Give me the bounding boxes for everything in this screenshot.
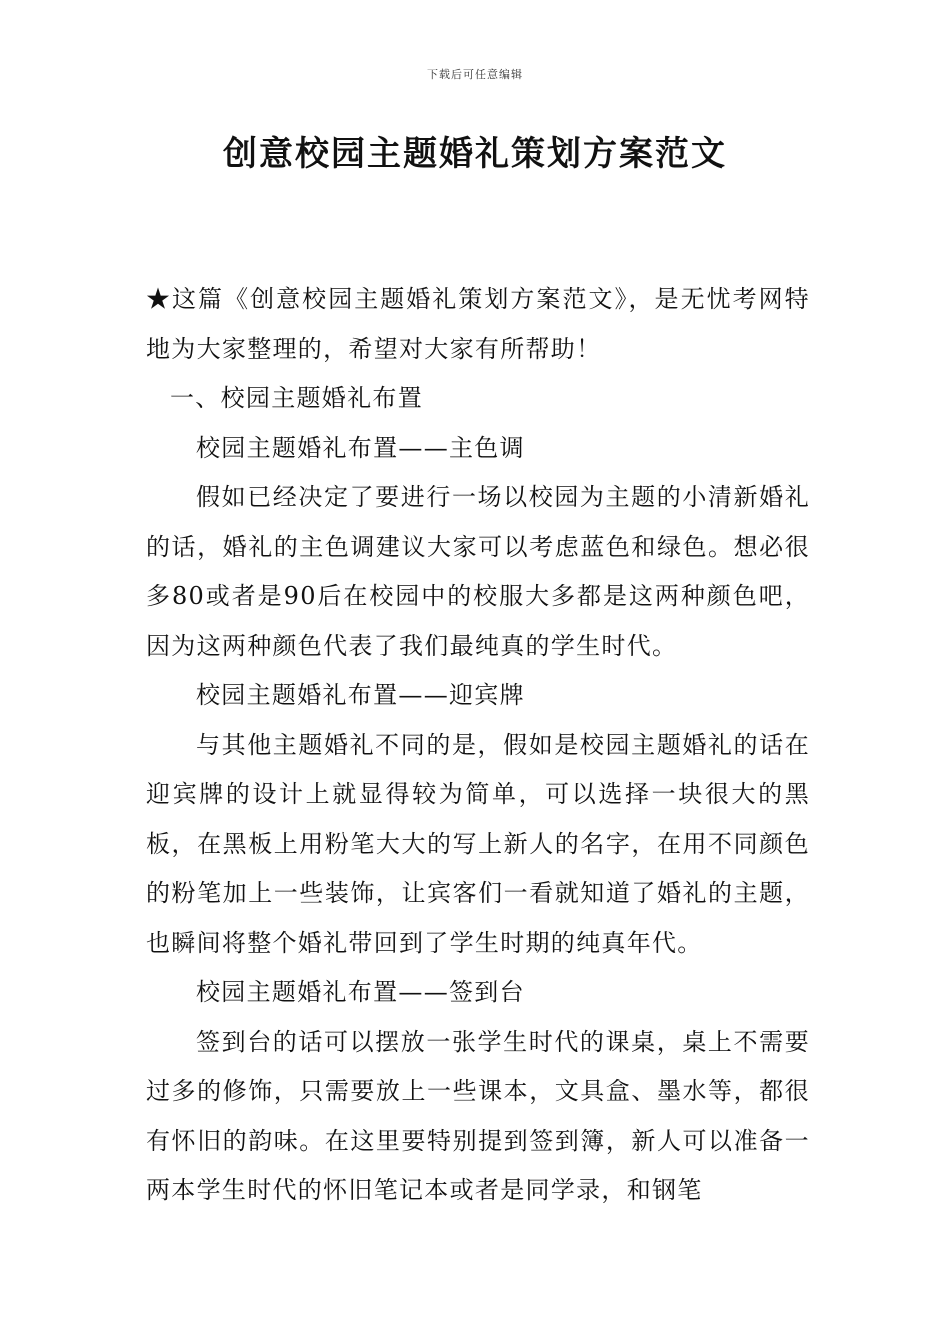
document-title: 创意校园主题婚礼策划方案范文: [223, 134, 727, 174]
document-body: [146, 275, 810, 1216]
body-paragraph: 假如已经决定了要进行一场以校园为主题的小清新婚礼的话，婚礼的主色调建议大家可以考虑蓝色和绿色。想必很多80或者是90后在校园中的校服大多都是这两种颜色吧，因为这两种颜色代表了我们最纯真的学生时代。: [146, 483, 810, 660]
subsection-heading: 校园主题婚礼布置——主色调: [196, 433, 525, 462]
body-paragraph: 签到台的话可以摆放一张学生时代的课桌，桌上不需要过多的修饰，只需要放上一些课本，文具盒、墨水等，都很有怀旧的韵味。在这里要特别提到签到簿，新人可以准备一两本学生时代的怀旧笔记本或者是同学录，和钢笔: [146, 1027, 810, 1204]
header-note: 下载后可任意编辑: [427, 68, 523, 81]
body-paragraph: 与其他主题婚礼不同的是，假如是校园主题婚礼的话在迎宾牌的设计上就显得较为简单，可以选择一块很大的黑板，在黑板上用粉笔大大的写上新人的名字，在用不同颜色的粉笔加上一些装饰，让宾客们一看就知道了婚礼的主题，也瞬间将整个婚礼带回到了学生时期的纯真年代。: [146, 730, 810, 957]
subsection-heading: 校园主题婚礼布置——签到台: [196, 978, 525, 1006]
subsection-heading: 校园主题婚礼布置——迎宾牌: [196, 681, 525, 709]
section-heading: 一、校园主题婚礼布置: [170, 384, 423, 412]
intro-paragraph: ★这篇《创意校园主题婚礼策划方案范文》，是无忧考网特地为大家整理的，希望对大家有所帮助！: [146, 285, 810, 363]
